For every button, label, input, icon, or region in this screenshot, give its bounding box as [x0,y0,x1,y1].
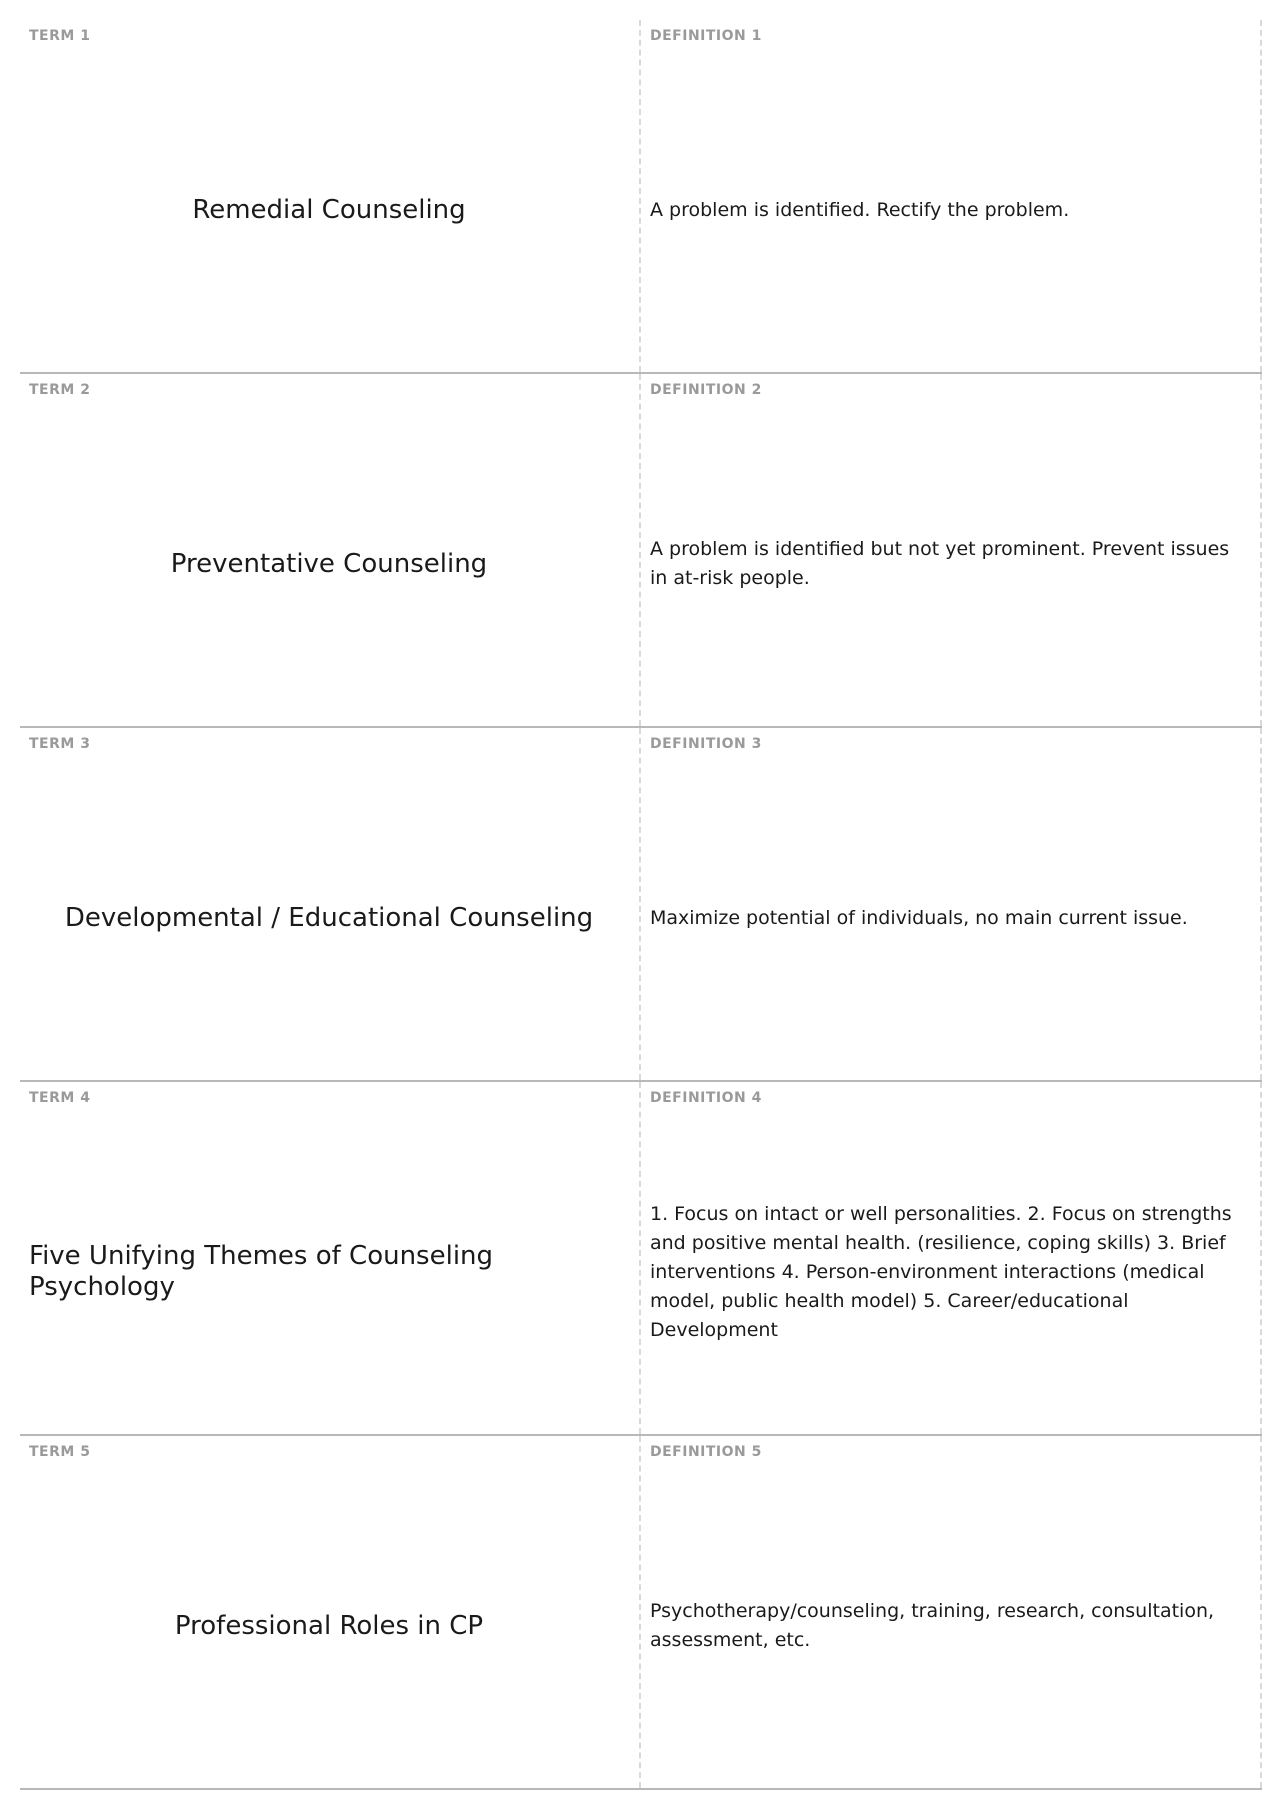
term-cell [20,20,641,372]
term-text: Five Unifying Themes of Counseling Psychology [29,1241,494,1302]
term-label: TERM 2 [29,382,91,398]
definition-content [650,1472,1250,1780]
flashcard-row-4 [20,1082,1262,1436]
flashcard-sheet [20,20,1262,1790]
term-label: TERM 1 [29,28,91,44]
flashcard-row-5 [20,1436,1262,1790]
definition-cell [641,1436,1262,1788]
term-content [29,56,629,364]
definition-cell [641,728,1262,1080]
definition-content [650,56,1250,364]
term-text: Developmental / Educational Counseling [64,902,594,933]
definition-text: A problem is identified but not yet prominent. Prevent issues in at-risk people. [650,538,1230,589]
term-cell [20,1082,641,1434]
definition-content [650,1118,1250,1426]
term-content [29,1472,629,1780]
term-label: TERM 5 [29,1444,91,1460]
definition-label: DEFINITION 2 [650,382,762,398]
definition-label: DEFINITION 1 [650,28,762,44]
term-text: Preventative Counseling [170,548,488,579]
definition-cell [641,1082,1262,1434]
flashcard-row-3 [20,728,1262,1082]
term-label: TERM 3 [29,736,91,752]
definition-cell [641,20,1262,372]
flashcard-row-1 [20,20,1262,374]
term-cell [20,1436,641,1788]
flashcard-row-2 [20,374,1262,728]
definition-text: Maximize potential of individuals, no main current issue. [650,906,1188,929]
definition-label: DEFINITION 3 [650,736,762,752]
definition-content [650,764,1250,1072]
definition-text: 1. Focus on intact or well personalities. 2. Focus on strengths and positive mental health. (resilience, coping skills) 3. Brief interventions 4. Person-environment interactions (medical model, public health model) 5. Career/educational Development [650,1202,1232,1341]
definition-label: DEFINITION 5 [650,1444,762,1460]
term-label: TERM 4 [29,1090,91,1106]
definition-text: Psychotherapy/counseling, training, research, consultation, assessment, etc. [650,1600,1215,1651]
definition-text: A problem is identified. Rectify the problem. [650,198,1070,221]
term-text: Professional Roles in CP [174,1610,484,1641]
definition-cell [641,374,1262,726]
term-cell [20,374,641,726]
definition-label: DEFINITION 4 [650,1090,762,1106]
term-content [29,1118,629,1426]
term-content [29,764,629,1072]
term-text: Remedial Counseling [192,194,466,225]
definition-content [650,410,1250,718]
term-cell [20,728,641,1080]
term-content [29,410,629,718]
